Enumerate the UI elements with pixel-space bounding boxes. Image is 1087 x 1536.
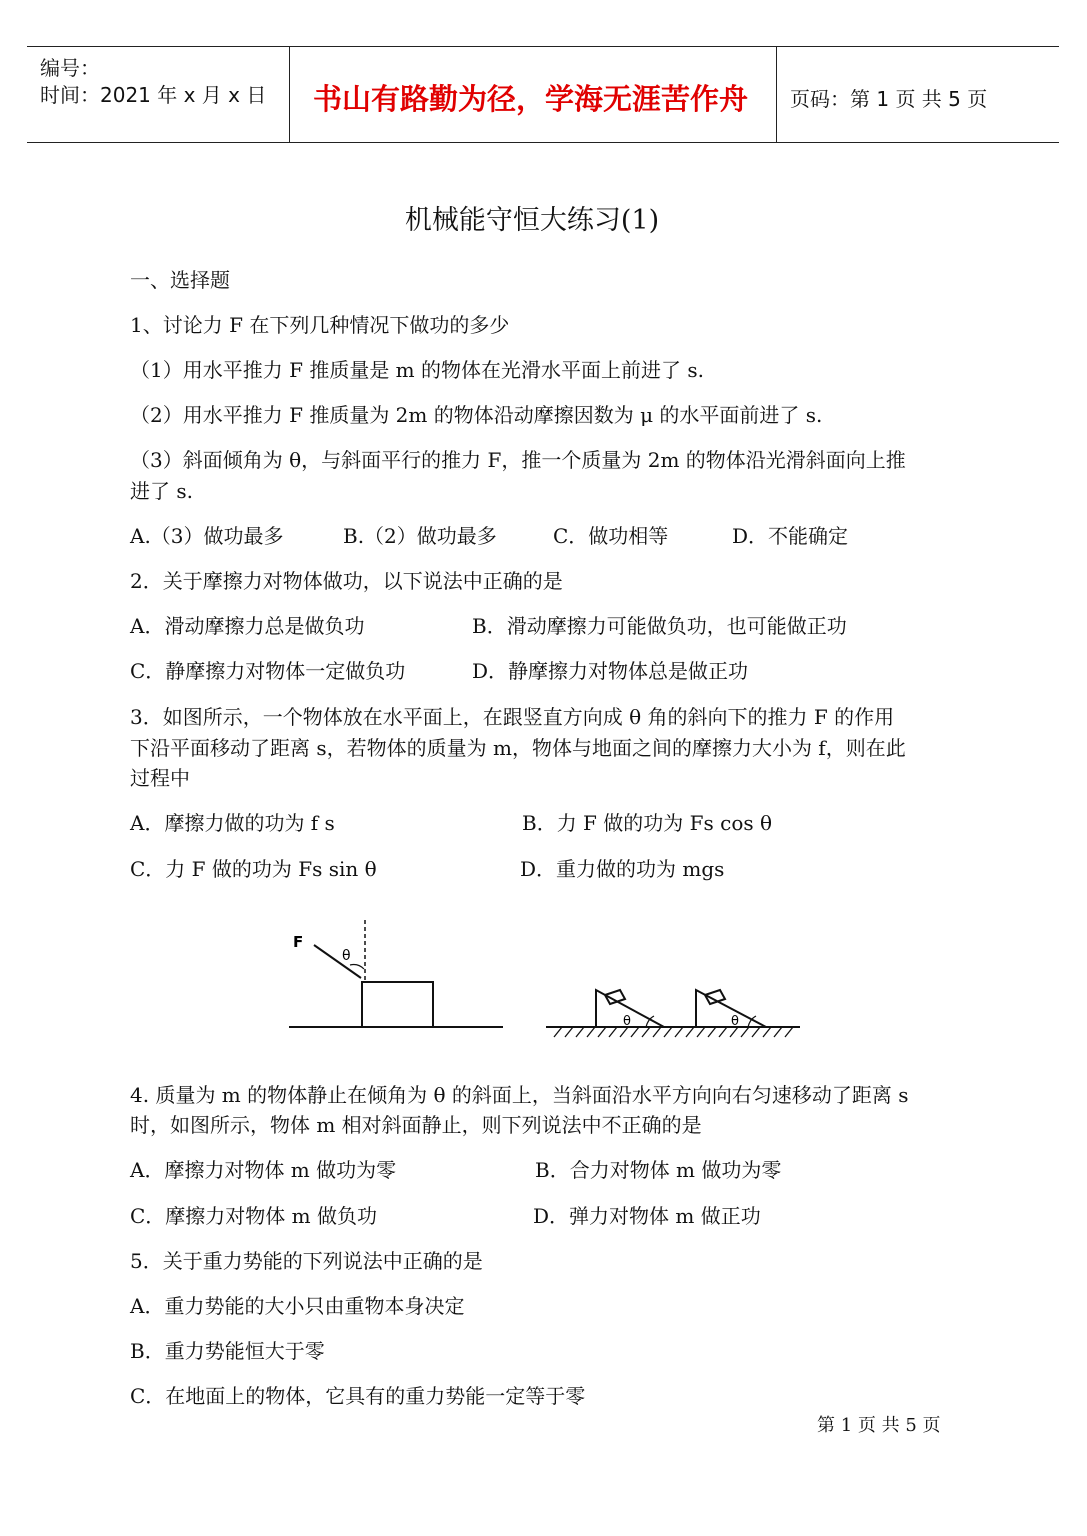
q4-option-a: A．摩擦力对物体 m 做功为零 <box>130 1158 397 1182</box>
q3-option-a: A．摩擦力做的功为 f s <box>130 811 335 835</box>
q1-case-3-line1: （3）斜面倾角为 θ，与斜面平行的推力 F，推一个质量为 2m 的物体沿光滑斜面向上推 <box>130 448 906 472</box>
q3-stem-line3: 过程中 <box>130 766 190 790</box>
q2-option-c: C．静摩擦力对物体一定做负功 <box>130 659 406 683</box>
figure-diagrams <box>280 915 810 1050</box>
header-page-code: 页码：第 1 页 共 5 页 <box>790 87 988 111</box>
q1-option-a: A.（3）做功最多 <box>130 524 284 548</box>
q5-stem: 5．关于重力势能的下列说法中正确的是 <box>130 1249 483 1273</box>
q1-stem: 1、讨论力 F 在下列几种情况下做功的多少 <box>130 313 510 337</box>
force-arrow <box>314 945 361 978</box>
section-heading: 一、选择题 <box>130 268 230 292</box>
page-footer: 第 1 页 共 5 页 <box>817 1415 941 1436</box>
q2-option-d: D．静摩擦力对物体总是做正功 <box>472 659 749 683</box>
q3-option-d: D．重力做的功为 mgs <box>520 857 725 881</box>
incline-2-angle-label: θ <box>731 1014 739 1029</box>
page-title: 机械能守恒大练习(1) <box>404 205 660 236</box>
q5-option-b: B．重力势能恒大于零 <box>130 1339 325 1363</box>
force-label: F <box>293 933 304 951</box>
angle-label: θ <box>342 948 351 964</box>
q1-case-3-line2: 进了 s. <box>130 479 193 503</box>
q1-option-b: B.（2）做功最多 <box>343 524 497 548</box>
q4-stem-line1: 4. 质量为 m 的物体静止在倾角为 θ 的斜面上，当斜面沿水平方向向右匀速移动了距离 s <box>130 1083 909 1107</box>
header-divider-left <box>289 47 290 142</box>
q5-option-a: A．重力势能的大小只由重物本身决定 <box>130 1294 465 1318</box>
q1-option-d: D．不能确定 <box>732 524 849 548</box>
block <box>362 982 433 1027</box>
q3-stem-line2: 下沿平面移动了距离 s，若物体的质量为 m，物体与地面之间的摩擦力大小为 f，则在此 <box>130 736 906 760</box>
header-motto: 书山有路勤为径，学海无涯苦作舟 <box>313 82 749 116</box>
figure-push-block <box>289 920 503 1027</box>
q1-case-2: （2）用水平推力 F 推质量为 2m 的物体沿动摩擦因数为 μ 的水平面前进了 s. <box>130 403 823 427</box>
q1-option-c: C．做功相等 <box>553 524 669 548</box>
q2-option-a: A．滑动摩擦力总是做负功 <box>130 614 365 638</box>
q4-stem-line2: 时，如图所示，物体 m 相对斜面静止，则下列说法中不正确的是 <box>130 1113 702 1137</box>
q5-option-c: C．在地面上的物体，它具有的重力势能一定等于零 <box>130 1384 586 1408</box>
q4-option-d: D．弹力对物体 m 做正功 <box>533 1204 761 1228</box>
q4-option-b: B．合力对物体 m 做功为零 <box>535 1158 782 1182</box>
angle-arc <box>350 965 364 970</box>
header-date: 时间：2021 年 x 月 x 日 <box>40 83 267 107</box>
header-number-label: 编号： <box>40 56 100 80</box>
figure-inclines <box>546 990 800 1037</box>
header-divider-right <box>776 47 777 142</box>
q3-stem-line1: 3．如图所示，一个物体放在水平面上，在跟竖直方向成 θ 角的斜向下的推力 F 的作用 <box>130 705 895 729</box>
incline-1-angle-label: θ <box>623 1014 631 1029</box>
q4-option-c: C．摩擦力对物体 m 做负功 <box>130 1204 377 1228</box>
q1-case-1: （1）用水平推力 F 推质量是 m 的物体在光滑水平面上前进了 s. <box>130 358 704 382</box>
ground-hatching <box>554 1027 793 1037</box>
q2-stem: 2．关于摩擦力对物体做功，以下说法中正确的是 <box>130 569 563 593</box>
q3-option-b: B．力 F 做的功为 Fs cos θ <box>522 811 773 835</box>
q2-option-b: B．滑动摩擦力可能做负功，也可能做正功 <box>472 614 847 638</box>
q3-option-c: C．力 F 做的功为 Fs sin θ <box>130 857 377 881</box>
